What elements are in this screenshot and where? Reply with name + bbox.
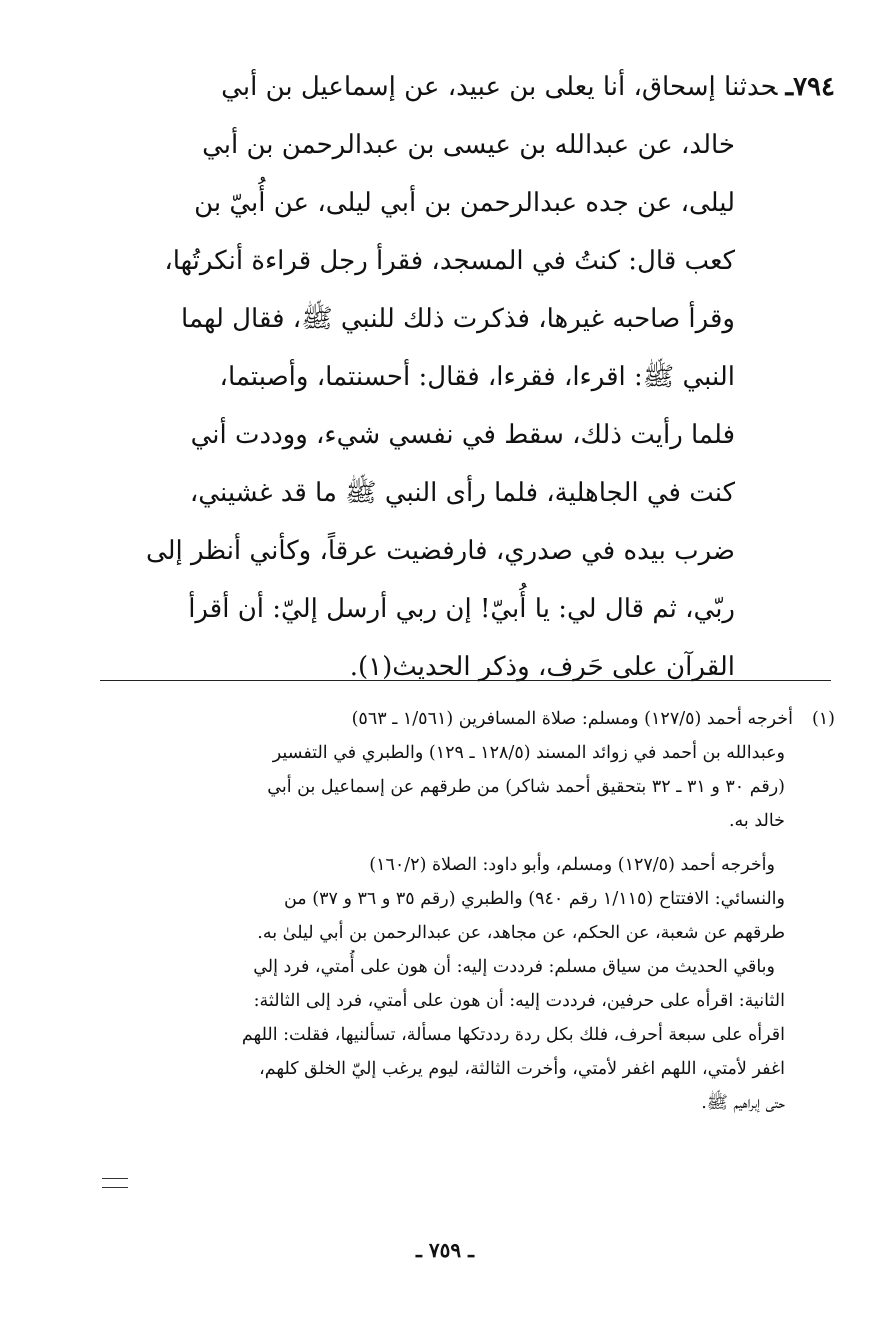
footnote-line: اغفر لأمتي، اللهم اغفر لأمتي، وأخرت الثالثة، ليوم يرغب إليّ الخلق كلهم، <box>259 1059 785 1079</box>
hadith-line: ٧٩٤ـحدثنا إسحاق، أنا يعلى بن عبيد، عن إسماعيل بن أبي <box>221 72 835 102</box>
hadith-line: وقرأ صاحبه غيرها، فذكرت ذلك للنبي ﷺ، فقال لهما <box>181 304 735 334</box>
hadith-line: القرآن على حَرف، وذكر الحديث(١). <box>349 652 735 682</box>
footnote-line: اقرأه على سبعة أحرف، فلك بكل ردة رددتكها مسألة، تسألنيها، فقلت: اللهم <box>241 1025 785 1045</box>
footnote-line: (١)أخرجه أحمد (١٢٧/٥) ومسلم: صلاة المسافرين (١/٥٦١ ـ ٥٦٣) <box>100 702 835 736</box>
footnote-line: خالد به. <box>728 811 785 831</box>
footnote-line: وباقي الحديث من سياق مسلم: فرددت إليه: أن هون على أُمتي، فرد إلي <box>253 957 775 977</box>
hadith-line: ربّي، ثم قال لي: يا أُبيّ! إن ربي أرسل إليّ: أن أقرأ <box>188 594 735 624</box>
hadith-number: ٧٩٤ـ <box>785 72 835 102</box>
footnote-line: (رقم ٣٠ و ٣١ ـ ٣٢ بتحقيق أحمد شاكر) من طرقهم عن إسماعيل بن أبي <box>267 777 785 797</box>
footnote-line: الثانية: اقرأه على حرفين، فرددت إليه: أن هون على أمتي، فرد إلى الثالثة: <box>253 991 785 1011</box>
footnotes <box>100 702 835 1120</box>
footnote-line: وعبدالله بن أحمد في زوائد المسند (١٢٨/٥ ـ ١٢٩) والطبري في التفسير <box>272 743 785 763</box>
footnote-line: طرقهم عن شعبة، عن الحكم، عن مجاهد، عن عبدالرحمن بن أبي ليلىٰ به. <box>257 923 785 943</box>
footnote-number: (١) <box>811 709 835 729</box>
hadith-line: كنت في الجاهلية، فلما رأى النبي ﷺ ما قد غشيني، <box>189 478 735 508</box>
footnote-separator <box>100 680 831 681</box>
hadith-line: النبي ﷺ: اقرءا، فقرءا، فقال: أحسنتما، وأصبتما، <box>219 362 735 392</box>
hadith-line: ليلى، عن جده عبدالرحمن بن أبي ليلى، عن أُبيّ بن <box>194 188 735 218</box>
hadith-text <box>100 58 835 696</box>
hadith-line: فلما رأيت ذلك، سقط في نفسي شيء، ووددت أني <box>190 420 735 450</box>
page-number: ـ ٧٥٩ ـ <box>416 1238 474 1262</box>
hadith-line: خالد، عن عبدالله بن عيسى بن عبدالرحمن بن أبي <box>202 130 735 160</box>
continuation-mark <box>102 1178 128 1188</box>
footnote-line: والنسائي: الافتتاح (١/١١٥ رقم ٩٤٠) والطبري (رقم ٣٥ و ٣٦ و ٣٧) من <box>283 889 785 909</box>
footnote-line: حتى إبراهيم ﷺ. <box>701 1093 785 1113</box>
hadith-line: ضرب بيده في صدري، فارفضيت عرقاً، وكأني أنظر إلى <box>145 536 735 566</box>
footnote-line: وأخرجه أحمد (١٢٧/٥) ومسلم، وأبو داود: الصلاة (١٦٠/٢) <box>369 855 775 875</box>
hadith-line: كعب قال: كنتُ في المسجد، فقرأ رجل قراءة أنكرتُها، <box>164 246 735 276</box>
